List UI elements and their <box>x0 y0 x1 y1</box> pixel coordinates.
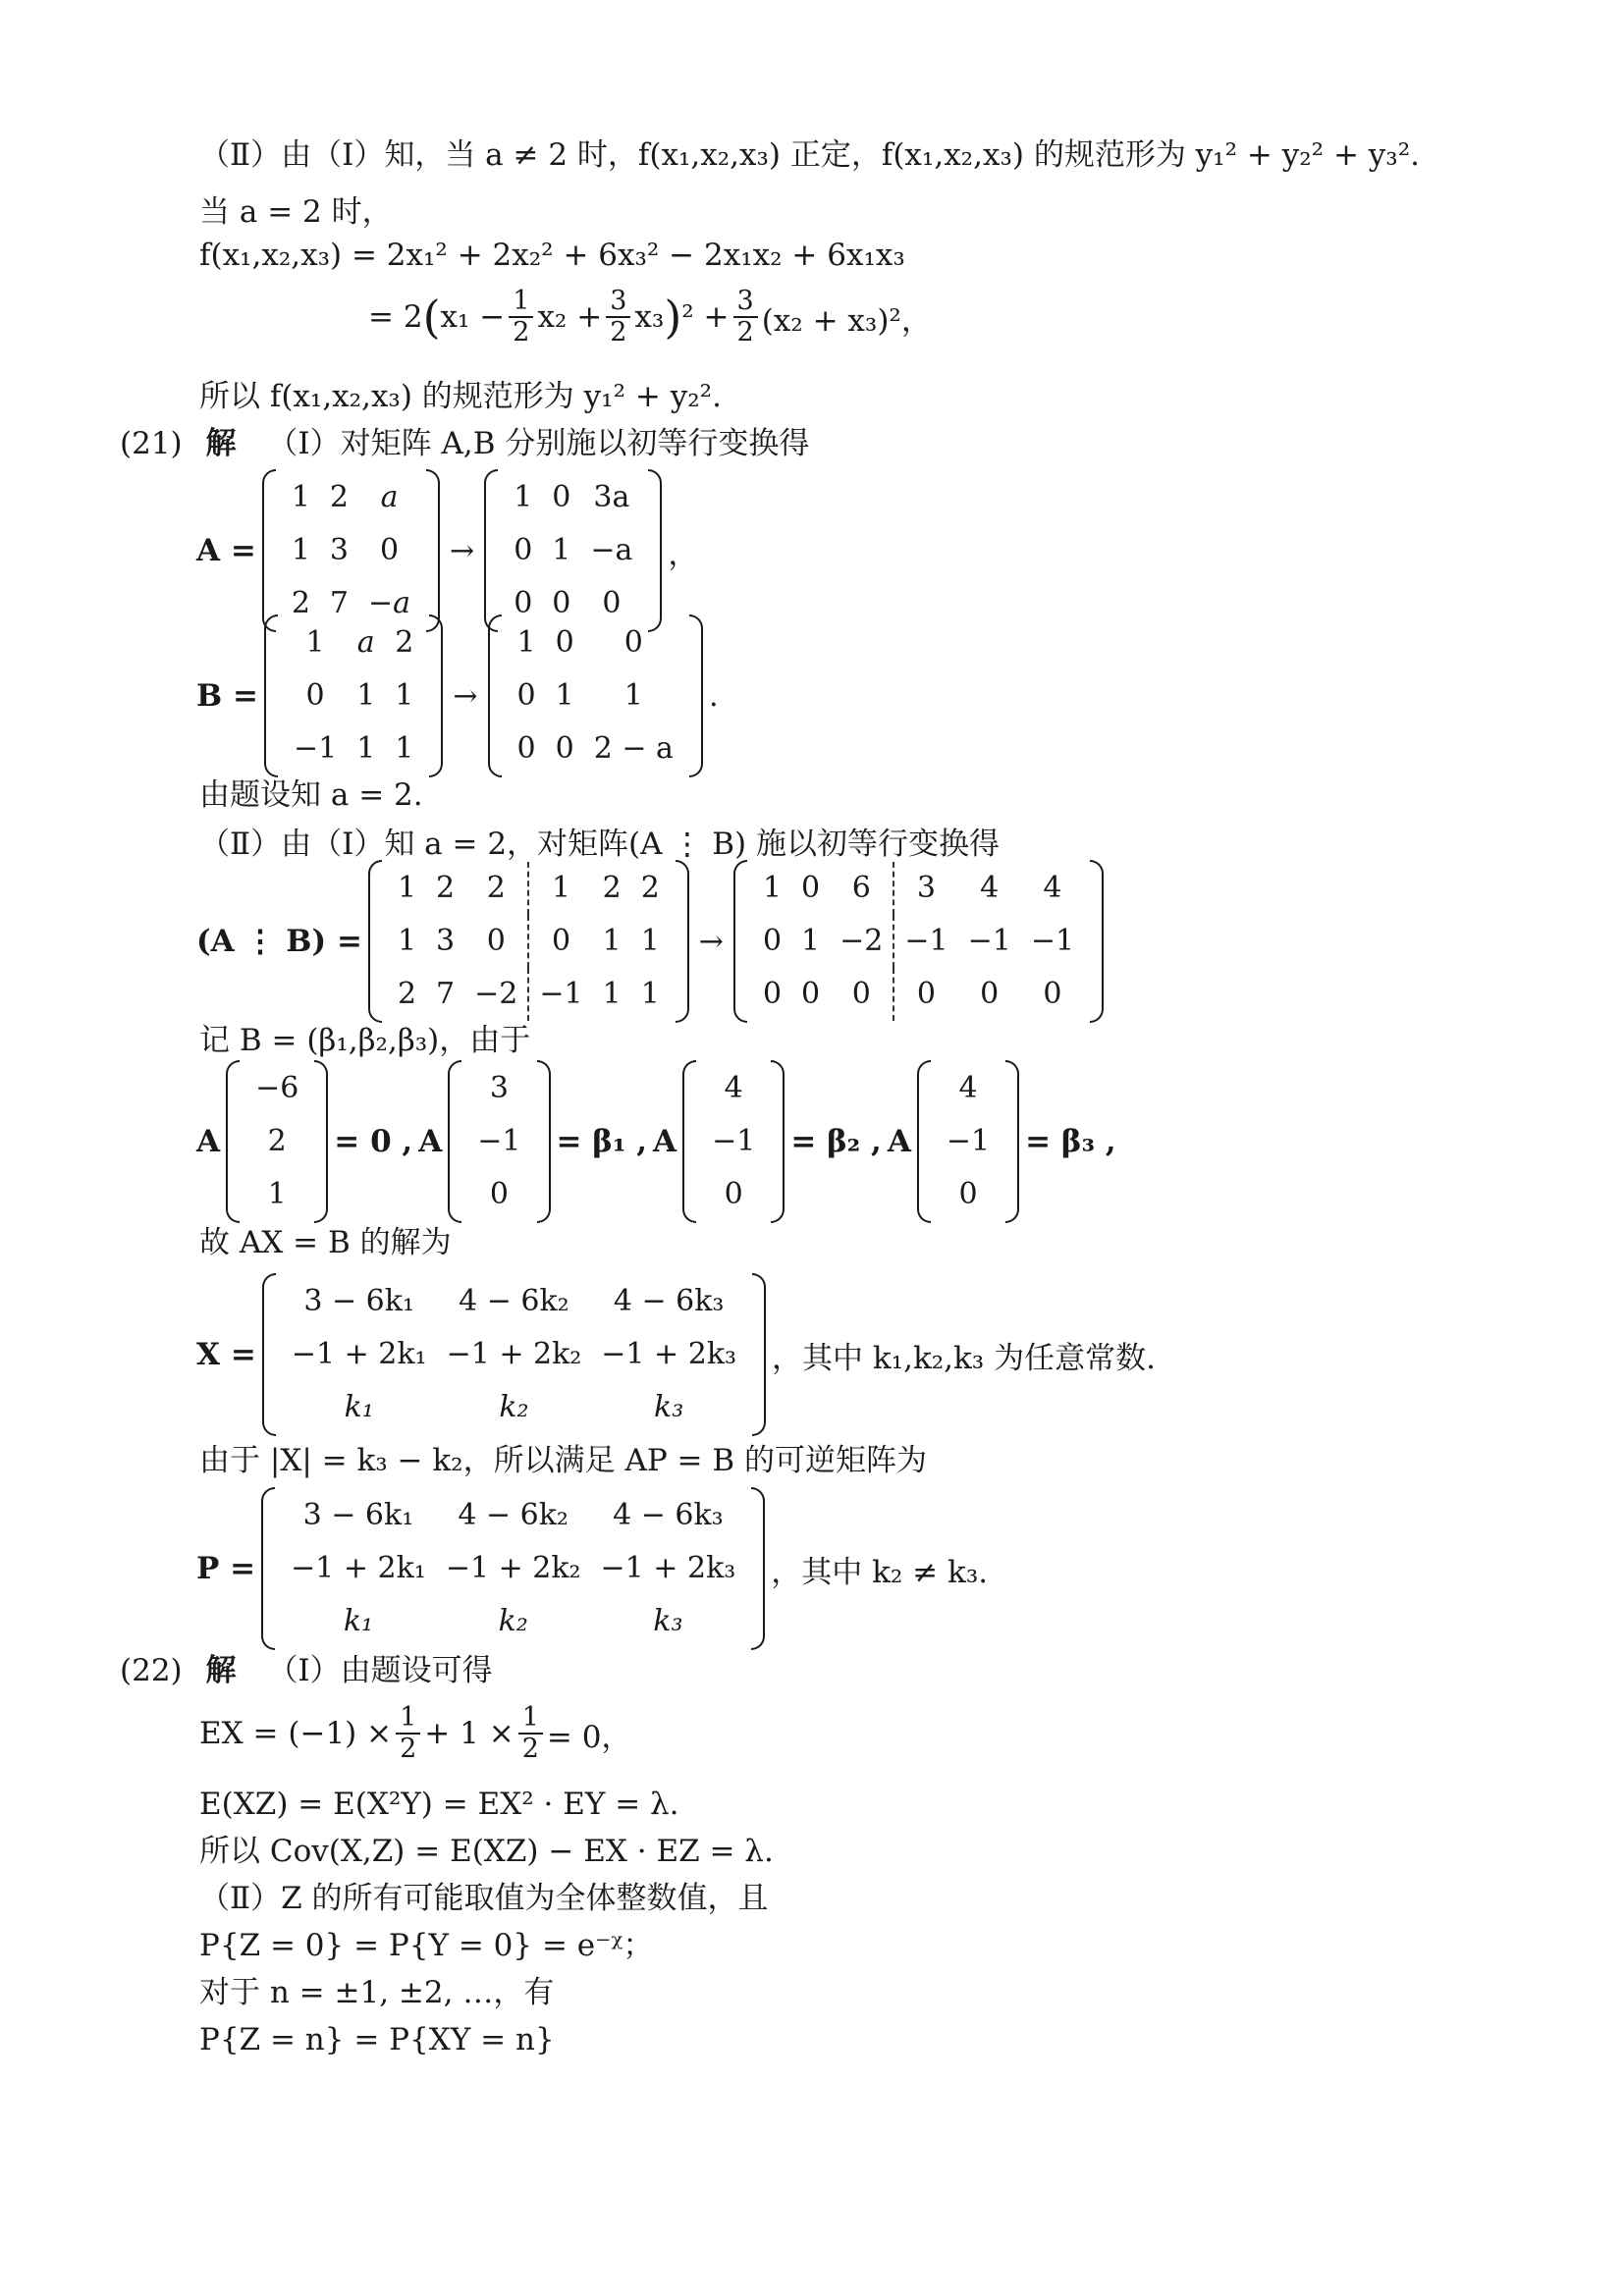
q20-part2-line2: 当 a = 2 时， <box>199 194 393 230</box>
A-symbol: A <box>418 1124 443 1159</box>
q20-part2-line4 <box>368 283 932 351</box>
vector-3: 4 −1 0 <box>917 1060 1019 1223</box>
eq-1: = β₁ , <box>556 1124 648 1159</box>
matrix-AB: 1 2 2 1 2 2 1 3 0 0 1 1 2 7 −2 −1 1 1 <box>368 860 689 1023</box>
expr-part: x₂ + <box>537 299 603 335</box>
matrix-AB-reduced: 1 0 6 3 4 4 0 1 −2 −1 −1 −1 0 0 0 0 0 0 <box>733 860 1104 1023</box>
B-columns-line: 记 B = (β₁,β₂,β₃)，由于 <box>199 1023 531 1058</box>
fraction: $\frac{3}{2}$ <box>606 287 630 347</box>
jie-label: 解 <box>205 1653 237 1688</box>
vectors-line <box>196 1071 1116 1211</box>
A-symbol: A <box>887 1124 911 1159</box>
determinant-line: 由于 |X| = k₃ − k₂，所以满足 AP = B 的可逆矩阵为 <box>199 1443 928 1478</box>
left-paren: ( <box>422 291 441 344</box>
matrix-A: 1 2 a 1 3 0 2 7 −a <box>262 469 440 632</box>
expr-part: EX = (−1) × <box>199 1716 393 1751</box>
matrix-A-reduced: 1 0 3a 0 1 −a 0 0 0 <box>484 469 662 632</box>
pz0-line: P{Z = 0} = P{Y = 0} = e⁻ᵡ； <box>199 1928 654 1963</box>
expr-part: = 2 <box>368 299 423 335</box>
expr-part: x₃ <box>634 299 665 335</box>
AB-label: (A ⋮ B) = <box>196 924 362 959</box>
X-note: ，其中 k₁,k₂,k₃ 为任意常数. <box>772 1340 1156 1376</box>
q20-part2-line1: （Ⅱ）由（Ⅰ）知，当 a ≠ 2 时，f(x₁,x₂,x₃) 正定，f(x₁,x₂,x₃) 的规范形为 y₁² + y₂² + y₃². <box>199 137 1420 173</box>
question-number: (22) <box>120 1653 183 1688</box>
exz-line: E(XZ) = E(X²Y) = EX² · EY = λ. <box>199 1787 679 1822</box>
expr-part: x₁ − <box>440 299 506 335</box>
expr-part: = 0， <box>546 1719 632 1755</box>
arrow-icon: → <box>453 678 478 714</box>
arrow-icon: → <box>450 533 475 568</box>
fraction: $\frac{1}{2}$ <box>518 1703 543 1764</box>
q20-part2-line5: 所以 f(x₁,x₂,x₃) 的规范形为 y₁² + y₂². <box>199 379 722 414</box>
solution-intro: 故 AX = B 的解为 <box>199 1225 452 1260</box>
X-label: X = <box>196 1337 256 1372</box>
arrow-icon: → <box>698 924 724 959</box>
eq-3: = β₃ , <box>1025 1124 1116 1159</box>
eq-2: = β₂ , <box>790 1124 882 1159</box>
expr-part: (x₂ + x₃)²， <box>761 302 932 339</box>
P-label: P = <box>196 1551 256 1586</box>
matrix-X: 3 − 6k₁ 4 − 6k₂ 4 − 6k₃ −1 + 2k₁ −1 + 2k₂ −1 + 2k₃ k₁ k₂ k₃ <box>262 1273 766 1436</box>
q22-intro: （Ⅰ）由题设可得 <box>267 1653 493 1688</box>
for-n-line: 对于 n = ±1, ±2, …，有 <box>199 1975 555 2010</box>
matrix-A-line <box>196 480 699 620</box>
matrix-X-line <box>196 1276 1156 1433</box>
A-end: ， <box>668 536 699 572</box>
q20-part2-line3: f(x₁,x₂,x₃) = 2x₁² + 2x₂² + 6x₃² − 2x₁x₂ + 6x₁x₃ <box>199 238 905 273</box>
matrix-P-line <box>196 1490 988 1647</box>
B-end: . <box>708 678 719 714</box>
q22-header <box>120 1651 493 1690</box>
A-label: A = <box>196 533 256 568</box>
vector-0: −6 2 1 <box>226 1060 328 1223</box>
jie-label: 解 <box>205 426 237 461</box>
P-note: ，其中 k₂ ≠ k₃. <box>771 1554 989 1590</box>
q22-part2-line: （Ⅱ）Z 的所有可能取值为全体整数值，且 <box>199 1881 769 1916</box>
q21-intro: （Ⅰ）对矩阵 A,B 分别施以初等行变换得 <box>267 426 810 461</box>
B-label: B = <box>196 678 258 714</box>
expr-part: ² + <box>681 299 730 335</box>
q21-conclusion: 由题设知 a = 2. <box>199 777 423 813</box>
vector-1: 3 −1 0 <box>448 1060 550 1223</box>
vector-2: 4 −1 0 <box>682 1060 785 1223</box>
expr-part: + 1 × <box>424 1716 514 1751</box>
q21-part2-intro: （Ⅱ）由（Ⅰ）知 a = 2，对矩阵(A ⋮ B) 施以初等行变换得 <box>199 827 1000 862</box>
fraction: $\frac{3}{2}$ <box>733 287 758 347</box>
eq-0: = 0 , <box>334 1124 413 1159</box>
matrix-B: 1 a 2 0 1 1 −1 1 1 <box>264 614 443 777</box>
A-symbol: A <box>653 1124 677 1159</box>
fraction: $\frac{1}{2}$ <box>396 1703 420 1764</box>
matrix-B-reduced: 1 0 0 0 1 1 0 0 2 − a <box>488 614 703 777</box>
matrix-B-line <box>196 625 719 766</box>
matrix-P: 3 − 6k₁ 4 − 6k₂ 4 − 6k₃ −1 + 2k₁ −1 + 2k₂ −1 + 2k₃ k₁ k₂ k₃ <box>261 1487 765 1650</box>
cov-line: 所以 Cov(X,Z) = E(XZ) − EX · EZ = λ. <box>199 1834 774 1869</box>
right-paren: ) <box>664 291 682 344</box>
fraction: $\frac{1}{2}$ <box>509 287 533 347</box>
augmented-matrix-line <box>196 871 1110 1011</box>
q21-header <box>120 424 809 463</box>
pzn-line: P{Z = n} = P{XY = n} <box>199 2022 555 2057</box>
question-number: (21) <box>120 426 183 461</box>
ex-line <box>199 1698 631 1769</box>
A-symbol: A <box>196 1124 221 1159</box>
